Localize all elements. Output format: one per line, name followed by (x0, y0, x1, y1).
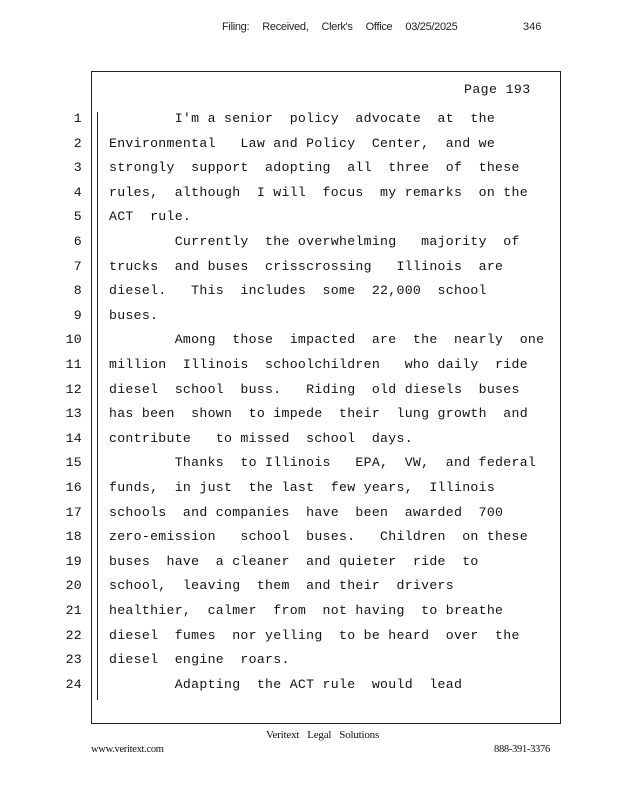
line-number: 16 (65, 480, 82, 495)
line-number: 11 (65, 357, 82, 372)
line-text: Among those impacted are the nearly one (109, 332, 545, 348)
line-number: 5 (73, 209, 82, 225)
line-text: rules, although I will focus my remarks on the (109, 184, 528, 200)
line-number: 3 (73, 160, 82, 176)
transcript-line (0, 160, 560, 185)
line-number: 15 (65, 455, 82, 471)
transcript-line (0, 382, 560, 407)
line-number: 18 (65, 529, 82, 545)
footer-phone: 888-391-3376 (494, 744, 550, 755)
transcript-line (0, 431, 560, 456)
office-label: Office (365, 21, 393, 33)
line-number: 7 (73, 258, 82, 274)
filing-date: 03/25/2025 (405, 21, 458, 33)
transcript-line (0, 136, 560, 161)
line-text: diesel school buss. Riding old diesels buses (109, 381, 520, 397)
line-text: I'm a senior policy advocate at the (109, 111, 496, 126)
line-text: school, leaving them and their drivers (109, 578, 454, 594)
line-number: 20 (65, 578, 82, 594)
transcript-line (0, 259, 560, 284)
line-text: funds, in just the last few years, Illinois (109, 480, 496, 495)
line-number: 14 (65, 430, 82, 446)
transcript-line (0, 554, 560, 579)
transcript-line (0, 628, 560, 653)
line-text: Adapting the ACT rule would lead (109, 676, 463, 692)
transcript-line (0, 406, 560, 431)
filing-header (222, 21, 470, 33)
transcript-page-label: Page 193 (464, 82, 531, 97)
line-text: Currently the overwhelming majority of (109, 234, 520, 249)
line-number: 4 (73, 184, 82, 200)
line-text: diesel fumes nor yelling to be heard over the (109, 627, 520, 643)
line-text: has been shown to impede their lung growth and (109, 406, 528, 422)
transcript-line (0, 603, 560, 628)
transcript-line (0, 480, 560, 505)
line-text: diesel engine roars. (109, 652, 290, 668)
line-text: zero-emission school buses. Children on these (109, 529, 528, 545)
clerks-label: Clerk's (321, 21, 353, 33)
line-text: buses. (109, 307, 159, 323)
line-number: 1 (73, 111, 82, 126)
transcript-line (0, 111, 560, 136)
transcript-line (0, 505, 560, 530)
footer-company-part: Solutions (339, 729, 380, 741)
received-label: Received, (262, 21, 309, 33)
footer-website: www.veritext.com (91, 744, 164, 755)
transcript-line (0, 455, 560, 480)
line-text: diesel. This includes some 22,000 school (109, 283, 487, 299)
transcript-line (0, 332, 560, 357)
transcript-line (0, 529, 560, 554)
transcript-line (0, 209, 560, 234)
line-number: 23 (65, 652, 82, 668)
line-number: 12 (65, 381, 82, 397)
line-number: 21 (65, 603, 82, 618)
transcript-line (0, 677, 560, 702)
line-number: 2 (73, 135, 82, 151)
transcript-line (0, 234, 560, 259)
transcript-line (0, 652, 560, 677)
filing-label: Filing: (222, 21, 250, 33)
line-number: 6 (73, 234, 82, 249)
line-number: 17 (65, 504, 82, 520)
line-text: healthier, calmer from not having to breathe (109, 603, 504, 618)
line-text: strongly support adopting all three of these (109, 160, 520, 176)
line-number: 24 (65, 676, 82, 692)
footer-company (266, 729, 387, 741)
line-text: million Illinois schoolchildren who daily ride (109, 357, 528, 372)
footer-company-part: Veritext (266, 729, 300, 741)
line-number: 8 (73, 283, 82, 299)
line-number: 10 (65, 332, 82, 348)
transcript-line (0, 357, 560, 382)
line-number: 22 (65, 627, 82, 643)
line-text: contribute to missed school days. (109, 430, 413, 446)
line-number: 13 (65, 406, 82, 422)
line-text: Thanks to Illinois EPA, VW, and federal (109, 455, 537, 471)
line-text: Environmental Law and Policy Center, and we (109, 135, 496, 151)
footer-company-part: Legal (307, 729, 332, 741)
line-text: buses have a cleaner and quieter ride to (109, 553, 479, 569)
line-text: trucks and buses crisscrossing Illinois are (109, 258, 504, 274)
line-number: 19 (65, 553, 82, 569)
transcript-line (0, 283, 560, 308)
line-number: 9 (73, 307, 82, 323)
transcript-line (0, 578, 560, 603)
transcript-line (0, 308, 560, 333)
line-text: schools and companies have been awarded 700 (109, 504, 504, 520)
filing-page-number: 346 (523, 21, 542, 33)
line-text: ACT rule. (109, 209, 192, 225)
transcript-line (0, 185, 560, 210)
